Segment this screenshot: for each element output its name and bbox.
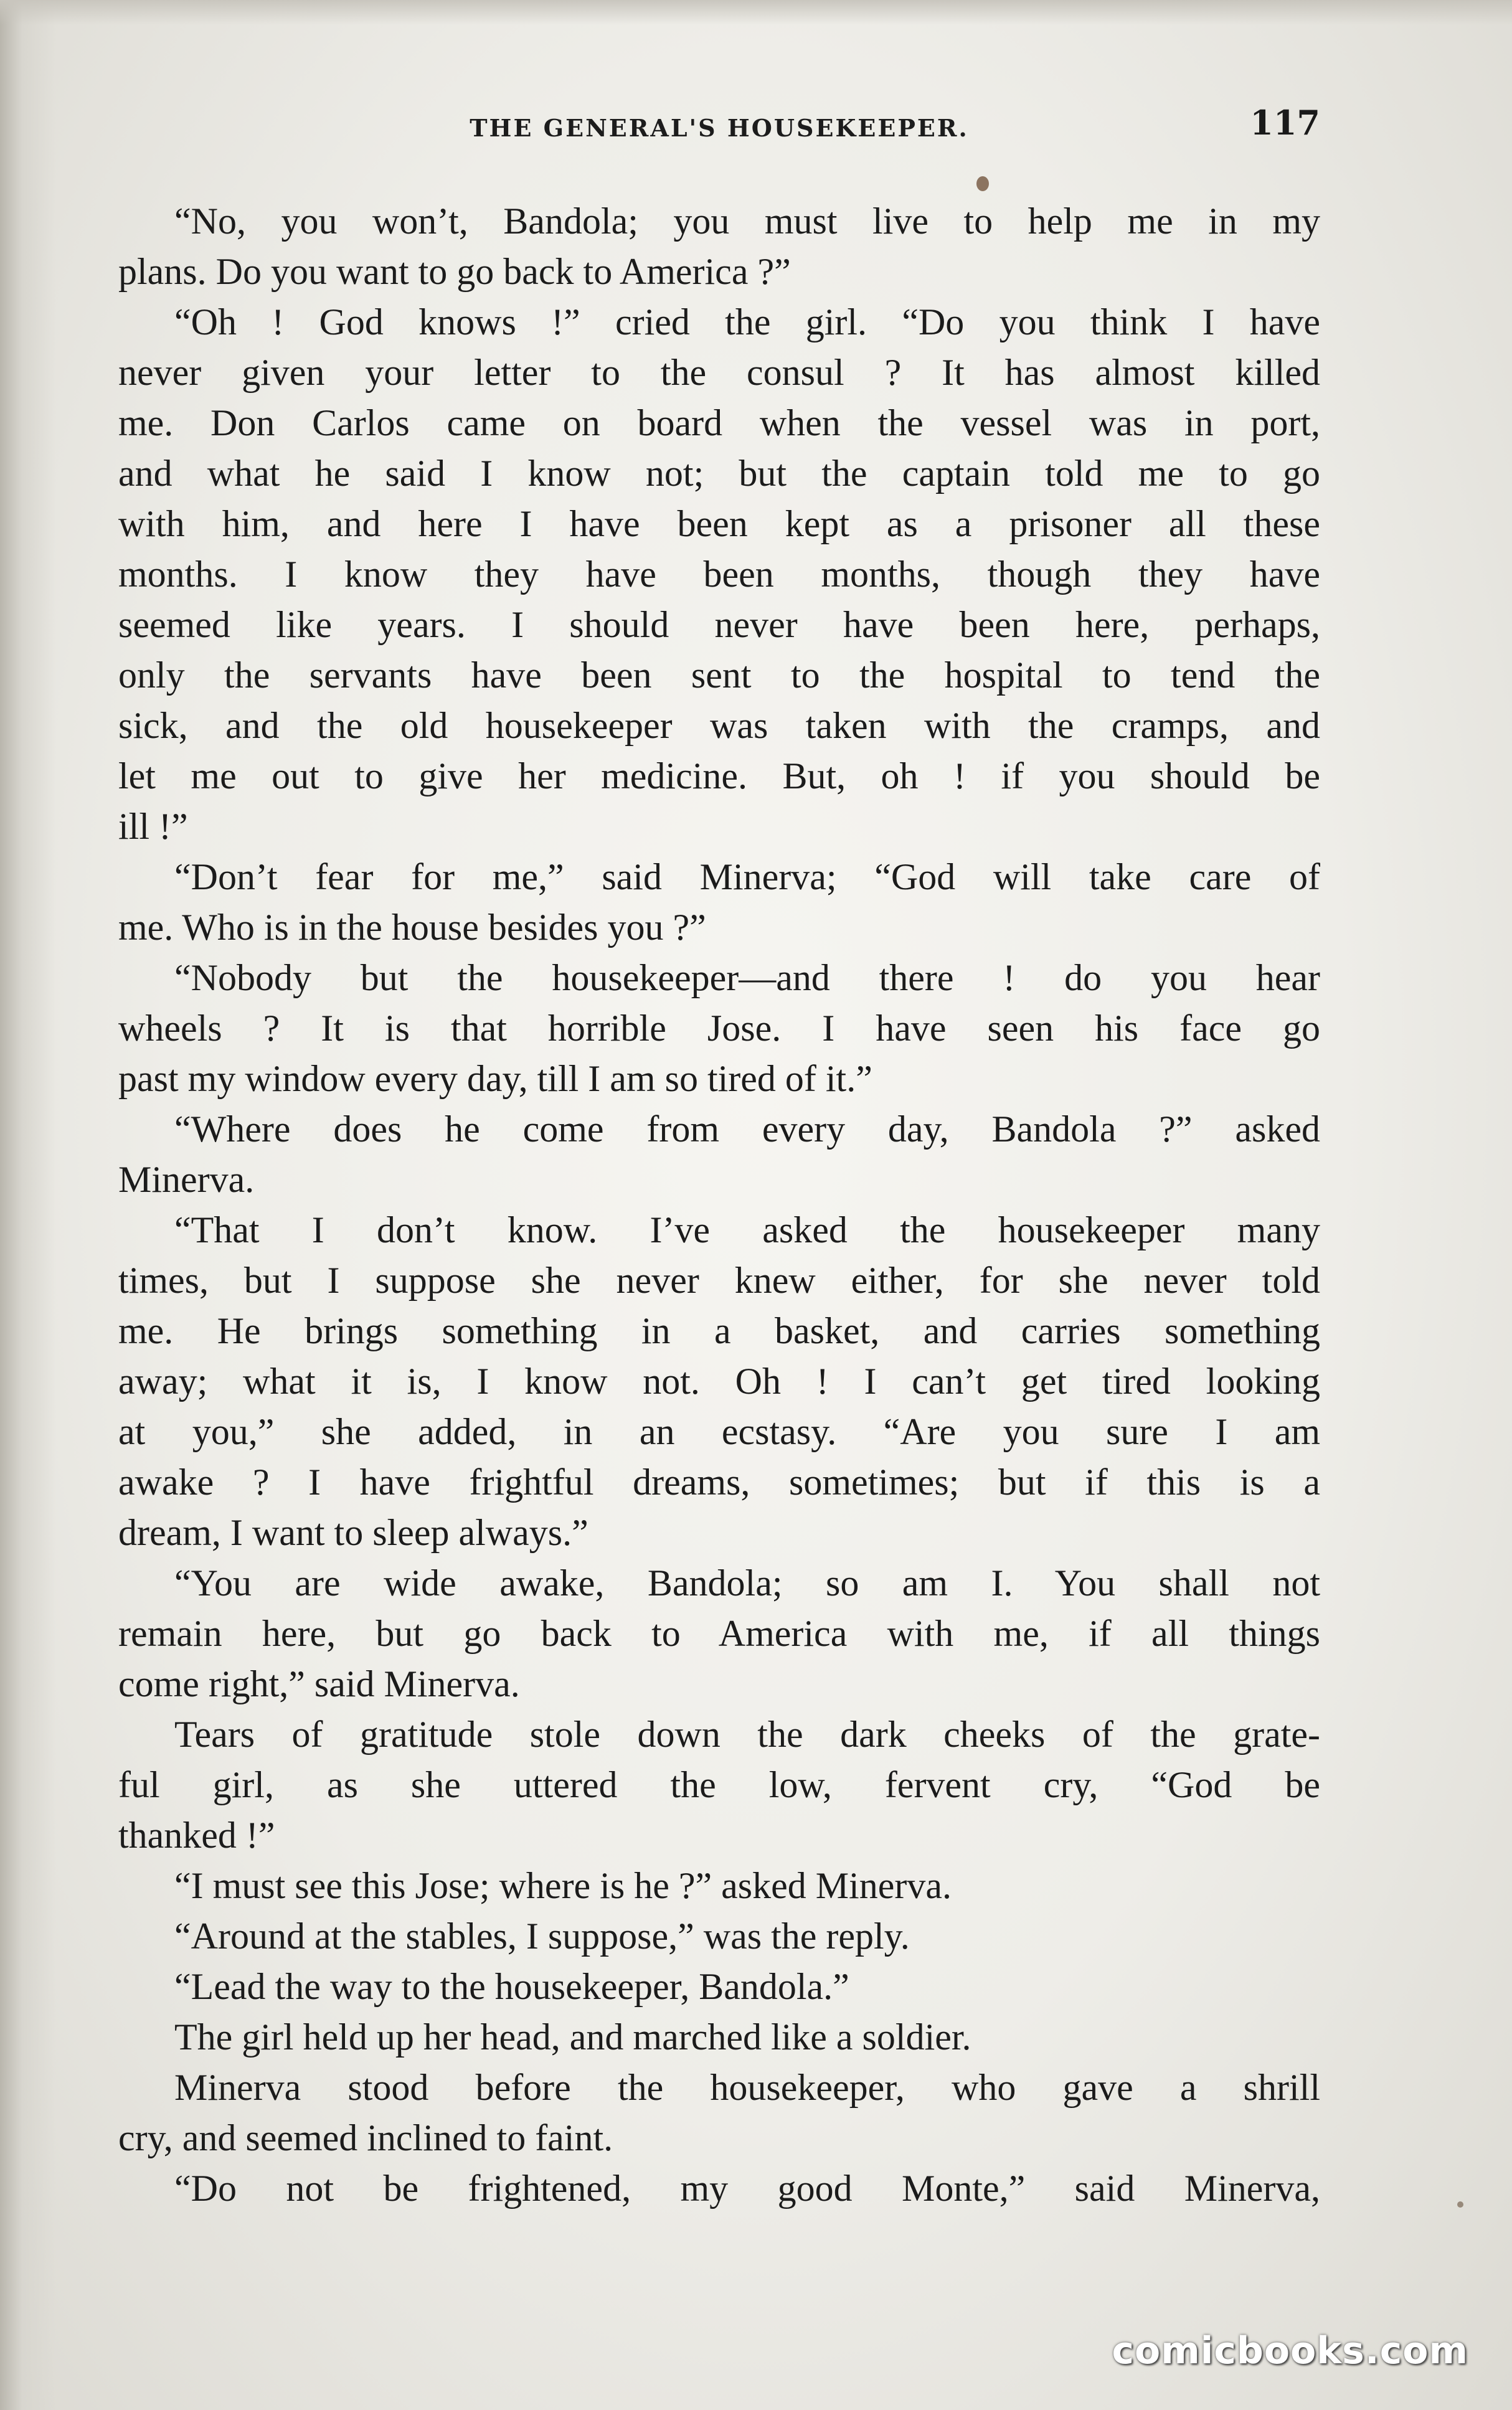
text-line: wheels ? It is that horrible Jose. I have seen his face go (118, 1008, 1320, 1049)
text-line: The girl held up her head, and marched like a soldier. (174, 2016, 971, 2058)
text-line: “That I don’t know. I’ve asked the housekeeper many (174, 1209, 1320, 1250)
text-line: “Where does he come from every day, Bandola ?” asked (174, 1108, 1320, 1150)
text-line: with him, and here I have been kept as a prisoner all these (118, 503, 1320, 544)
text-line: Minerva stood before the housekeeper, who gave a shrill (174, 2067, 1320, 2108)
ink-blot-icon (976, 176, 989, 191)
text-line: seemed like years. I should never have been here, perhaps, (118, 604, 1320, 645)
text-line: dream, I want to sleep always.” (118, 1512, 588, 1553)
text-line: ill !” (118, 806, 188, 847)
text-line: “I must see this Jose; where is he ?” asked Minerva. (174, 1865, 952, 1906)
text-line: let me out to give her medicine. But, oh ! if you should be (118, 755, 1320, 796)
text-line: at you,” she added, in an ecstasy. “Are you sure I am (118, 1411, 1320, 1452)
text-line: months. I know they have been months, though they have (118, 554, 1320, 595)
page-number: 117 (1250, 103, 1320, 143)
text-line: past my window every day, till I am so tired of it.” (118, 1058, 872, 1099)
text-line: sick, and the old housekeeper was taken with the cramps, and (118, 705, 1320, 746)
text-line: “Around at the stables, I suppose,” was the reply. (174, 1916, 910, 1957)
text-line: times, but I suppose she never knew either, for she never told (118, 1260, 1320, 1301)
text-line: “Nobody but the housekeeper—and there ! do you hear (174, 957, 1320, 998)
text-line: remain here, but go back to America with me, if all things (118, 1613, 1320, 1654)
text-line: never given your letter to the consul ? It has almost killed (118, 352, 1320, 393)
text-line: me. Don Carlos came on board when the vessel was in port, (118, 402, 1320, 443)
text-line: away; what it is, I know not. Oh ! I can’t get tired looking (118, 1361, 1320, 1402)
text-line: Tears of gratitude stole down the dark cheeks of the grate- (174, 1714, 1320, 1755)
binding-gutter-shadow (0, 0, 56, 2410)
text-line: me. Who is in the house besides you ?” (118, 907, 706, 948)
running-head: THE GENERAL'S HOUSEKEEPER. (470, 114, 969, 142)
page-top-edge (0, 0, 1512, 25)
text-line: ful girl, as she uttered the low, fervent cry, “God be (118, 1764, 1320, 1805)
text-line: Minerva. (118, 1159, 255, 1200)
text-line: come right,” said Minerva. (118, 1663, 520, 1704)
ink-speck-icon (1457, 2201, 1463, 2208)
text-line: me. He brings something in a basket, and carries something (118, 1310, 1320, 1351)
watermark-logo: comicbooks.com (1112, 2329, 1468, 2373)
text-line: “You are wide awake, Bandola; so am I. You shall not (174, 1562, 1320, 1604)
text-line: and what he said I know not; but the captain told me to go (118, 453, 1320, 494)
text-line: only the servants have been sent to the hospital to tend the (118, 654, 1320, 696)
text-line: awake ? I have frightful dreams, sometimes; but if this is a (118, 1462, 1320, 1503)
text-line: “Oh ! God knows !” cried the girl. “Do you think I have (174, 301, 1320, 343)
text-line: “Don’t fear for me,” said Minerva; “God will take care of (174, 856, 1320, 897)
text-line: thanked !” (118, 1815, 275, 1856)
text-line: cry, and seemed inclined to faint. (118, 2117, 613, 2158)
text-line: plans. Do you want to go back to America ?” (118, 251, 791, 292)
text-line: “No, you won’t, Bandola; you must live to help me in my (174, 201, 1320, 242)
text-line: “Lead the way to the housekeeper, Bandola.” (174, 1966, 849, 2007)
page-header (118, 103, 1320, 159)
text-line: “Do not be frightened, my good Monte,” said Minerva, (174, 2168, 1320, 2209)
